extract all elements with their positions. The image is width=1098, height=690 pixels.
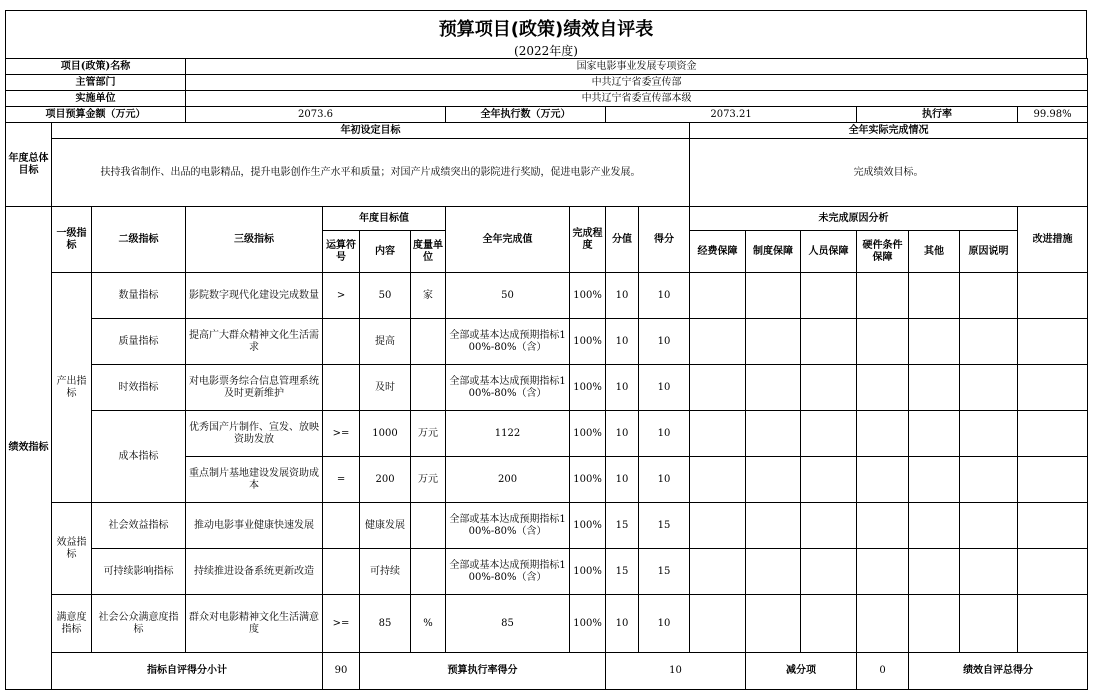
project-name-value: 国家电影事业发展专项资金 [186,59,1088,75]
degree-cell: 100% [570,365,606,411]
dept-label: 主管部门 [6,75,186,91]
empty-cell [909,549,960,595]
empty-cell [960,595,1018,653]
level1-output: 产出指标 [52,273,92,503]
empty-cell [1018,273,1088,319]
unit-value: 中共辽宁省委宣传部本级 [186,91,1088,107]
empty-cell [909,273,960,319]
reason-other-header: 其他 [909,231,960,273]
empty-cell [801,273,857,319]
empty-cell [1018,457,1088,503]
empty-cell [1018,411,1088,457]
score-cell: 10 [639,411,690,457]
level2-cell: 质量指标 [92,319,186,365]
empty-cell [1018,365,1088,411]
empty-cell [746,595,801,653]
completed-cell: 85 [446,595,570,653]
operator-cell: = [323,457,360,503]
level3-header: 三级指标 [186,207,323,273]
empty-cell [690,503,746,549]
empty-cell [960,273,1018,319]
degree-cell: 100% [570,503,606,549]
total-score-label: 绩效自评总得分 [909,653,1088,690]
reason-hardware-header: 硬件条件保障 [857,231,909,273]
degree-header: 完成程度 [570,207,606,273]
operator-cell [323,365,360,411]
budget-score-label: 预算执行率得分 [360,653,606,690]
form-year: (2022年度) [514,44,578,58]
content-cell: 健康发展 [360,503,411,549]
level2-cell: 社会效益指标 [92,503,186,549]
unit-cell [411,549,446,595]
empty-cell [909,319,960,365]
subtotal-value: 90 [323,653,360,690]
table-row [6,549,1088,595]
empty-cell [801,319,857,365]
form-title: 预算项目(政策)绩效自评表 [438,19,654,40]
dept-row [6,75,1088,91]
budget-value: 2073.6 [186,107,446,123]
operator-cell: >= [323,411,360,457]
form-header [5,10,1087,59]
project-name-label: 项目(政策)名称 [6,59,186,75]
empty-cell [909,595,960,653]
goal-label: 年度总体目标 [6,123,52,207]
empty-cell [690,549,746,595]
empty-cell [746,273,801,319]
improve-header: 改进措施 [1018,207,1088,273]
reason-funding-header: 经费保障 [690,231,746,273]
empty-cell [960,503,1018,549]
completed-header: 全年完成值 [446,207,570,273]
executed-label: 全年执行数（万元） [446,107,606,123]
level2-cell: 社会公众满意度指标 [92,595,186,653]
completed-cell: 50 [446,273,570,319]
level2-cell: 数量指标 [92,273,186,319]
empty-cell [960,365,1018,411]
annual-target-header: 年度目标值 [323,207,446,231]
empty-cell [857,503,909,549]
score-header: 得分 [639,207,690,273]
empty-cell [746,319,801,365]
score-summary-row [6,653,1088,690]
budget-row [6,107,1088,123]
unit-row [6,91,1088,107]
completed-cell: 全部或基本达成预期指标100%-80%（含） [446,365,570,411]
unit-cell: 万元 [411,411,446,457]
unit-cell [411,319,446,365]
operator-cell [323,503,360,549]
table-row [6,319,1088,365]
goal-header-row [6,123,1088,139]
level1-satisfaction: 满意度指标 [52,595,92,653]
table-row [6,503,1088,549]
empty-cell [857,411,909,457]
degree-cell: 100% [570,273,606,319]
operator-header: 运算符号 [323,231,360,273]
empty-cell [857,457,909,503]
score-cell: 15 [639,549,690,595]
empty-cell [746,549,801,595]
executed-value: 2073.21 [606,107,857,123]
rate-label: 执行率 [857,107,1018,123]
operator-cell: >= [323,595,360,653]
table-row [6,595,1088,653]
empty-cell [960,457,1018,503]
table-row [6,411,1088,457]
table-row [6,273,1088,319]
empty-cell [1018,503,1088,549]
operator-cell [323,319,360,365]
empty-cell [1018,595,1088,653]
content-header: 内容 [360,231,411,273]
level3-cell: 对电影票务综合信息管理系统及时更新维护 [186,365,323,411]
initial-goal-header: 年初设定目标 [52,123,690,139]
value-cell: 10 [606,595,639,653]
empty-cell [960,549,1018,595]
dept-value: 中共辽宁省委宣传部 [186,75,1088,91]
level2-header: 二级指标 [92,207,186,273]
value-cell: 15 [606,503,639,549]
deduct-label: 减分项 [746,653,857,690]
score-cell: 10 [639,319,690,365]
content-cell: 85 [360,595,411,653]
level1-header: 一级指标 [52,207,92,273]
empty-cell [857,319,909,365]
empty-cell [857,273,909,319]
unit-cell: 家 [411,273,446,319]
empty-cell [746,503,801,549]
empty-cell [690,365,746,411]
project-name-row [6,59,1088,75]
evaluation-table [5,58,1088,690]
empty-cell [909,457,960,503]
degree-cell: 100% [570,549,606,595]
budget-score-value: 10 [606,653,746,690]
content-cell: 1000 [360,411,411,457]
content-cell: 提高 [360,319,411,365]
value-cell: 10 [606,457,639,503]
level3-cell: 持续推进设备系统更新改造 [186,549,323,595]
subtotal-label: 指标自评得分小计 [52,653,323,690]
unit-cell: % [411,595,446,653]
value-cell: 10 [606,273,639,319]
level3-cell: 优秀国产片制作、宣发、放映资助发放 [186,411,323,457]
value-cell: 10 [606,319,639,365]
unit-cell: 万元 [411,457,446,503]
actual-goal-text: 完成绩效目标。 [690,139,1088,207]
empty-cell [801,457,857,503]
level2-cost: 成本指标 [92,411,186,503]
indicator-header-row-1 [6,207,1088,231]
score-cell: 10 [639,595,690,653]
degree-cell: 100% [570,411,606,457]
empty-cell [801,365,857,411]
operator-cell: > [323,273,360,319]
unit-cell [411,365,446,411]
completed-cell: 全部或基本达成预期指标100%-80%（含） [446,503,570,549]
level1-benefit: 效益指标 [52,503,92,595]
level3-cell: 影院数字现代化建设完成数量 [186,273,323,319]
empty-cell [801,549,857,595]
rate-value: 99.98% [1018,107,1088,123]
empty-cell [909,365,960,411]
score-cell: 15 [639,503,690,549]
initial-goal-text: 扶持我省制作、出品的电影精品，提升电影创作生产水平和质量；对国产片成绩突出的影院进行奖励，促进电影产业发展。 [52,139,690,207]
empty-cell [960,319,1018,365]
actual-goal-header: 全年实际完成情况 [690,123,1088,139]
empty-cell [801,411,857,457]
degree-cell: 100% [570,319,606,365]
completed-cell: 1122 [446,411,570,457]
empty-cell [857,365,909,411]
budget-label: 项目预算金额（万元） [6,107,186,123]
empty-cell [1018,549,1088,595]
empty-cell [909,503,960,549]
reason-analysis-header: 未完成原因分析 [690,207,1018,231]
empty-cell [909,411,960,457]
content-cell: 50 [360,273,411,319]
empty-cell [690,595,746,653]
value-cell: 10 [606,365,639,411]
empty-cell [960,411,1018,457]
empty-cell [1018,319,1088,365]
level3-cell: 群众对电影精神文化生活满意度 [186,595,323,653]
empty-cell [746,365,801,411]
degree-cell: 100% [570,595,606,653]
empty-cell [746,411,801,457]
unit-cell [411,503,446,549]
completed-cell: 全部或基本达成预期指标100%-80%（含） [446,549,570,595]
performance-section-label: 绩效指标 [6,207,52,690]
level2-cell: 时效指标 [92,365,186,411]
level2-cell: 可持续影响指标 [92,549,186,595]
completed-cell: 全部或基本达成预期指标100%-80%（含） [446,319,570,365]
reason-explain-header: 原因说明 [960,231,1018,273]
empty-cell [690,411,746,457]
degree-cell: 100% [570,457,606,503]
value-header: 分值 [606,207,639,273]
level3-cell: 重点制片基地建设发展资助成本 [186,457,323,503]
score-cell: 10 [639,365,690,411]
empty-cell [801,503,857,549]
empty-cell [746,457,801,503]
reason-system-header: 制度保障 [746,231,801,273]
empty-cell [857,595,909,653]
deduct-value: 0 [857,653,909,690]
completed-cell: 200 [446,457,570,503]
unit-label: 实施单位 [6,91,186,107]
empty-cell [690,457,746,503]
value-cell: 15 [606,549,639,595]
content-cell: 可持续 [360,549,411,595]
content-cell: 200 [360,457,411,503]
value-cell: 10 [606,411,639,457]
empty-cell [857,549,909,595]
empty-cell [801,595,857,653]
score-cell: 10 [639,273,690,319]
reason-staff-header: 人员保障 [801,231,857,273]
unit-header: 度量单位 [411,231,446,273]
goal-content-row [6,139,1088,207]
empty-cell [690,319,746,365]
level3-cell: 提高广大群众精神文化生活需求 [186,319,323,365]
content-cell: 及时 [360,365,411,411]
score-cell: 10 [639,457,690,503]
empty-cell [690,273,746,319]
level3-cell: 推动电影事业健康快速发展 [186,503,323,549]
operator-cell [323,549,360,595]
table-row [6,365,1088,411]
